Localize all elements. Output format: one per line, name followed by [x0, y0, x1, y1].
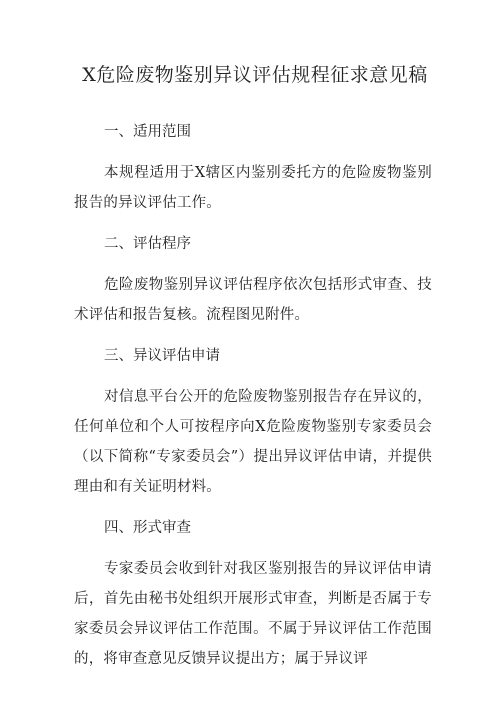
- section-body: 对信息平台公开的危险废物鉴别报告存在异议的，任何单位和个人可按程序向X危险废物鉴别专家委员会（以下简称“专家委员会”）提出异议评估申请，并提供理由和有关证明材料。: [74, 389, 432, 495]
- section-procedure: [74, 230, 432, 330]
- section-heading: 二、评估程序: [104, 236, 191, 252]
- section-body: 专家委员会收到针对我区鉴别报告的异议评估申请后，首先由秘书处组织开展形式审查，判断是否属于专家委员会异议评估工作范围。不属于异议评估工作范围的，将审查意见反馈异议提出方；属于异议评: [74, 561, 432, 667]
- section-heading: 一、适用范围: [104, 124, 191, 140]
- section-body: 危险废物鉴别异议评估程序依次包括形式审查、技术评估和报告复核。流程图见附件。: [74, 277, 432, 323]
- section-heading: 三、异议评估申请: [104, 348, 220, 364]
- section-heading: 四、形式审查: [104, 520, 191, 536]
- section-scope: [74, 118, 432, 218]
- document-title: X危险废物鉴别异议评估规程征求意见稿: [82, 64, 428, 86]
- section-body: 本规程适用于X辖区内鉴别委托方的危险废物鉴别报告的异议评估工作。: [74, 165, 432, 211]
- section-formal-review: [74, 514, 432, 674]
- section-application: [74, 342, 432, 502]
